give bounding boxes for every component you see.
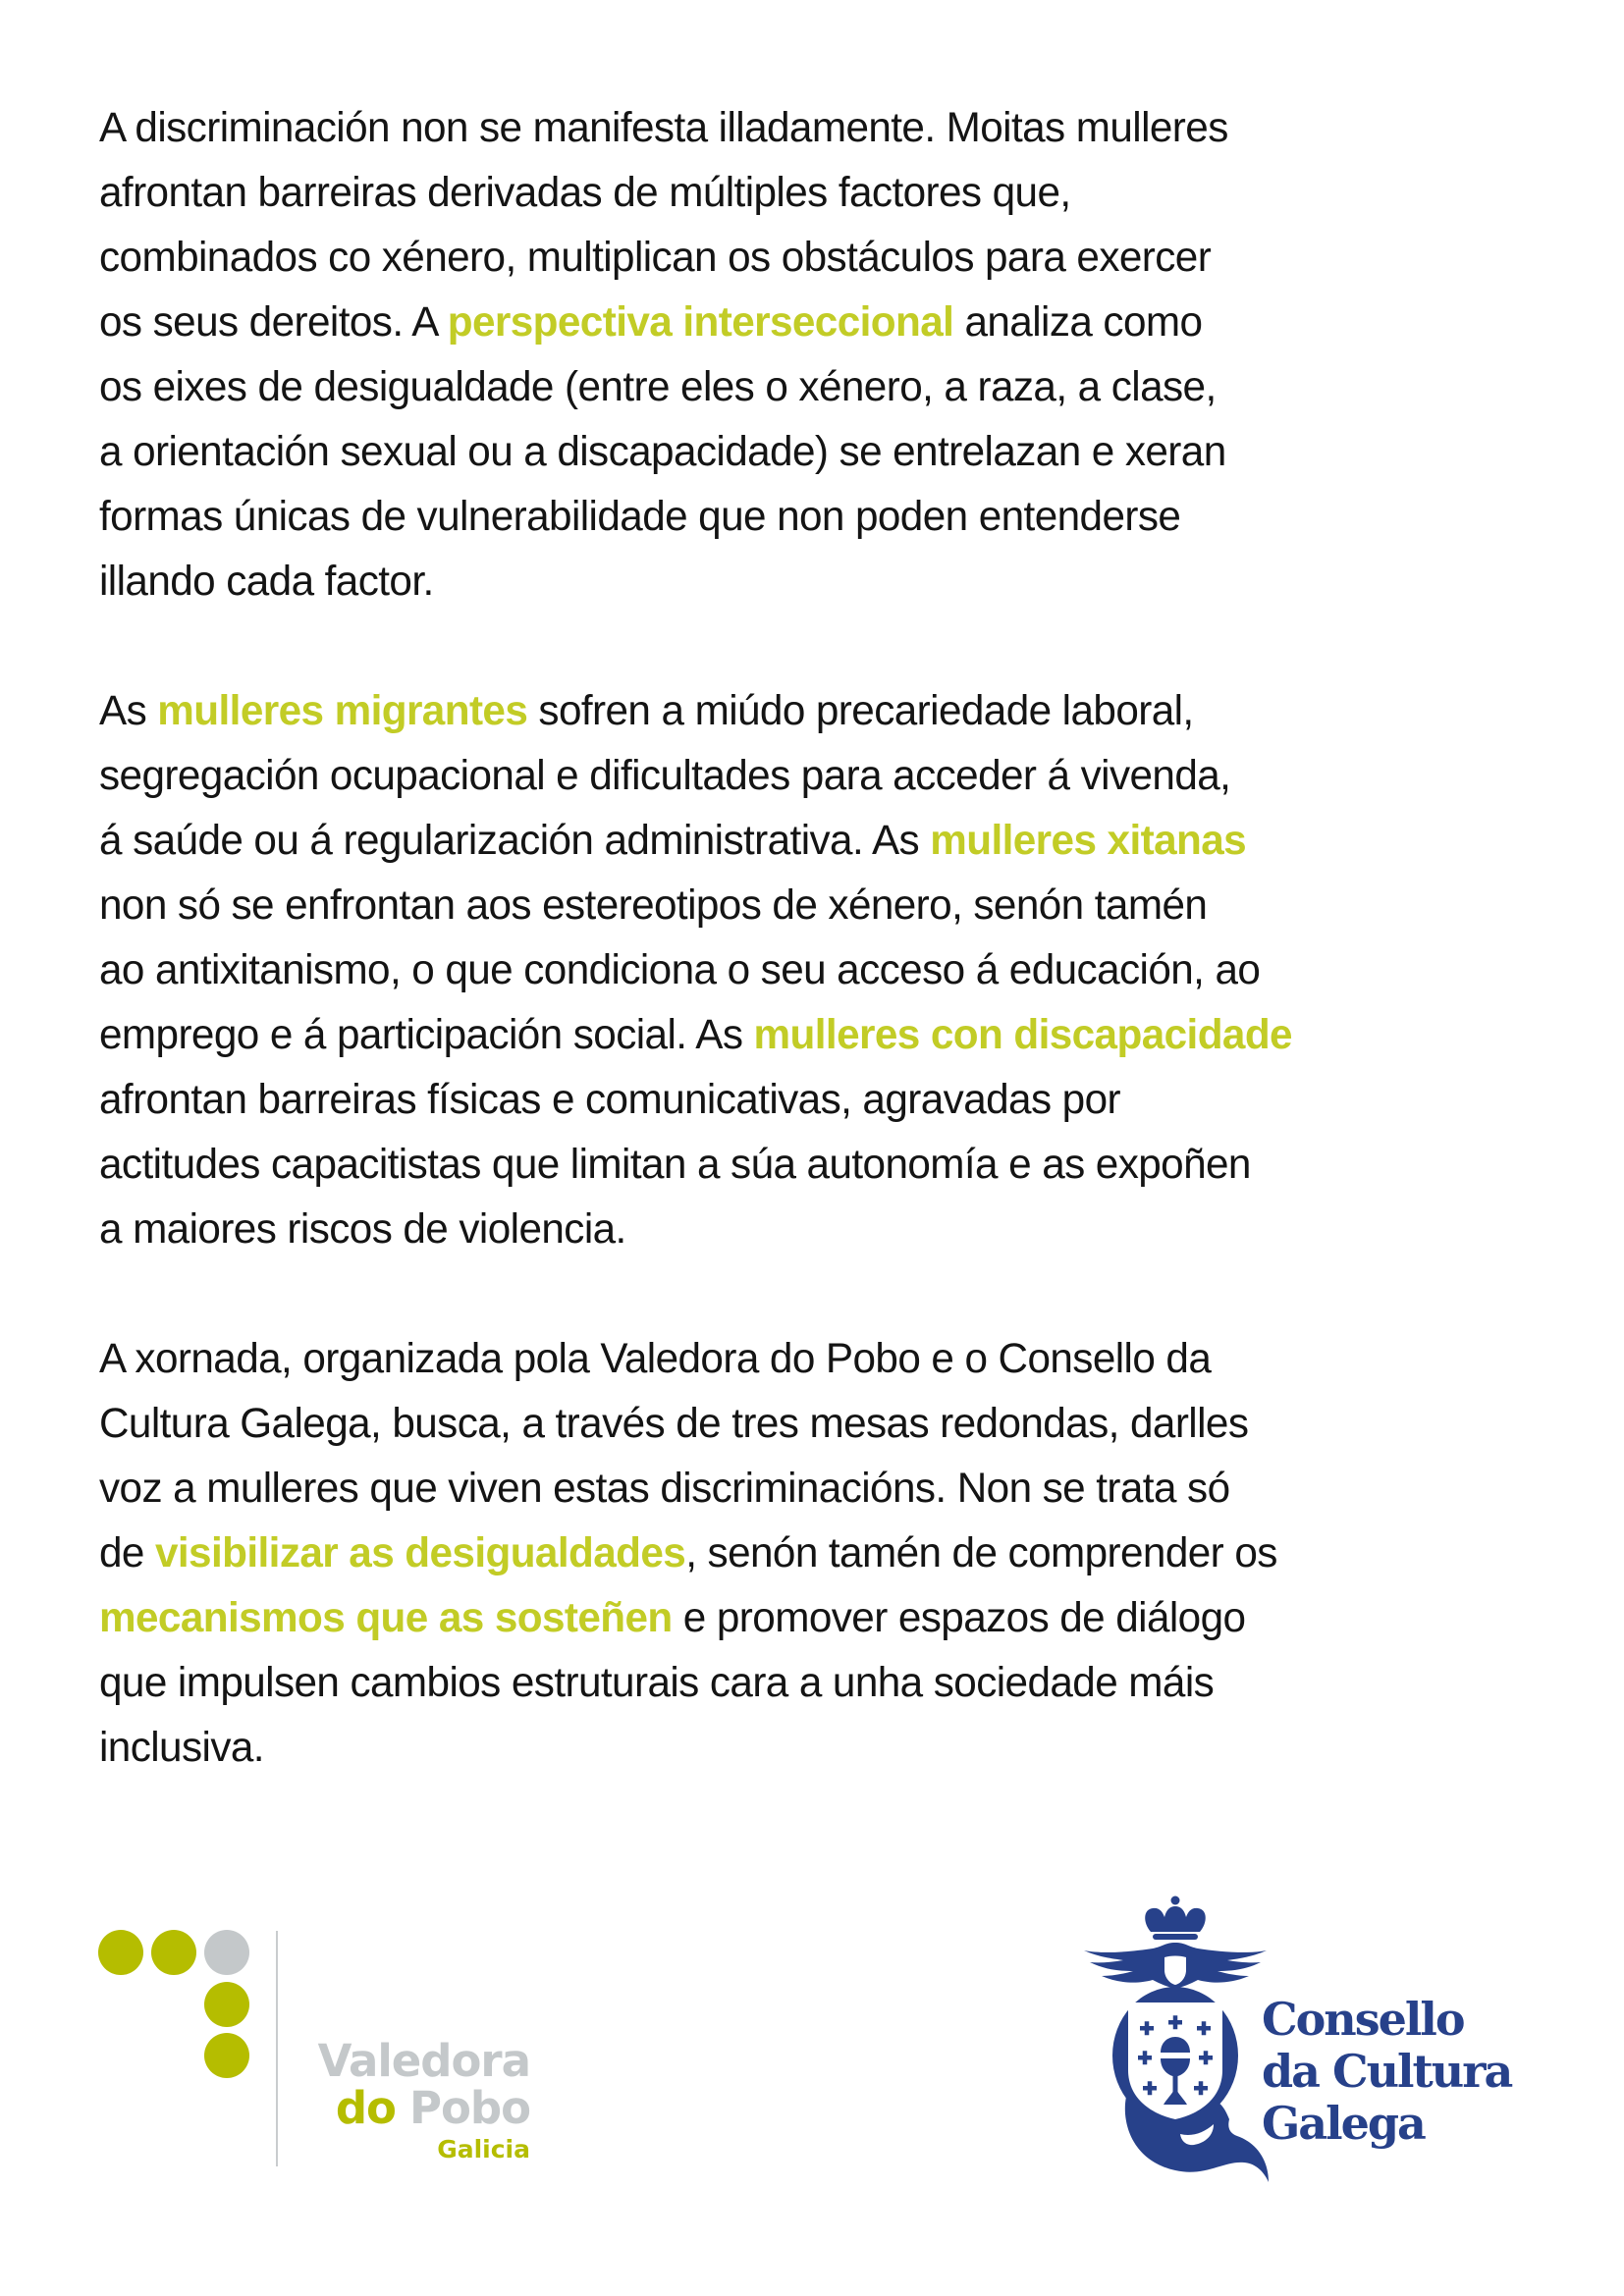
text-run: á saúde ou á regularización administrativa. As [99,817,931,864]
text-run: a orientación sexual ou a discapacidade) se entrelazan e xeran [99,428,1226,475]
paragraph-3 [99,1326,1533,1780]
ccg-logo-line-2: da Cultura [1262,2045,1512,2098]
text-run: que impulsen cambios estruturais cara a unha sociedade máis [99,1659,1215,1706]
ccg-logo-line-3: Galega [1262,2097,1425,2150]
highlighted-term: mulleres migrantes [157,687,528,734]
text-run: de [99,1529,155,1576]
text-run: a maiores riscos de violencia. [99,1205,626,1253]
text-line [99,1650,1508,1715]
paragraph-spacer [99,1261,1508,1326]
text-run: combinados co xénero, multiplican os obstáculos para exercer [99,234,1212,281]
text-run: emprego e á participación social. As [99,1011,754,1058]
text-line [99,354,1508,419]
logo-dot-icon [204,1930,249,1975]
text-line [99,419,1508,484]
highlighted-term: mulleres xitanas [930,817,1247,864]
text-run: A xornada, organizada pola Valedora do Pobo e o Consello da [99,1335,1212,1382]
valedora-logo-title: Valedora [317,2035,530,2087]
text-run: segregación ocupacional e dificultades para acceder á vivenda, [99,752,1231,799]
text-run: ao antixitanismo, o que condiciona o seu acceso á educación, ao [99,946,1261,993]
text-line [99,1391,1508,1456]
crown-icon [1145,1906,1206,1932]
text-run: inclusiva. [99,1724,264,1771]
text-line [99,1521,1508,1585]
ccg-logo-text [1262,1994,1511,2150]
text-line [99,225,1508,290]
text-line [99,484,1508,549]
text-line [99,1132,1508,1197]
text-run: illando cada factor. [99,558,434,605]
valedora-logo-pobo: Pobo [408,2082,530,2134]
text-run: A discriminación non se manifesta illadamente. Moitas mulleres [99,104,1228,151]
highlighted-term: mulleres con discapacidade [753,1011,1292,1058]
text-run: analiza como [953,298,1203,346]
logo-dot-icon [151,1930,196,1975]
text-line [99,1585,1508,1650]
ccg-logo-line-1: Consello [1262,1993,1464,2046]
text-run: afrontan barreiras físicas e comunicativas, agravadas por [99,1076,1120,1123]
text-run: os eixes de desigualdade (entre eles o xénero, a raza, a clase, [99,363,1217,410]
text-line [99,290,1508,354]
text-run: As [99,687,158,734]
highlighted-term: visibilizar as desigualdades [154,1529,686,1576]
text-line [99,1197,1508,1261]
text-run: e promover espazos de diálogo [672,1594,1246,1641]
text-run: non só se enfrontan aos estereotipos de xénero, senón tamén [99,881,1208,929]
text-line [99,1067,1508,1132]
text-line [99,1456,1508,1521]
valedora-logo-region: Galicia [437,2135,530,2163]
text-line [99,160,1508,225]
text-line [99,937,1508,1002]
valedora-logo-subtitle [275,2084,530,2133]
crown-orb [1171,1896,1180,1905]
highlighted-term: perspectiva interseccional [447,298,954,346]
text-run: os seus dereitos. A [99,298,448,346]
highlighted-term: mecanismos que as sosteñen [99,1594,673,1641]
text-line [99,678,1508,743]
paragraph-spacer [99,614,1508,678]
text-line [99,549,1508,614]
logo-dot-icon [204,2033,249,2078]
text-run: Cultura Galega, busca, a través de tres mesas redondas, darlles [99,1400,1249,1447]
paragraph-1 [99,95,1533,614]
logo-dot-icon [204,1982,249,2027]
galician-coat-of-arms-emblem-icon [1082,1896,1269,2186]
text-line [99,1326,1508,1391]
text-line [99,743,1508,808]
valedora-do-pobo-logo [98,1927,530,2172]
text-run: actitudes capacitistas que limitan a súa autonomía e as expoñen [99,1141,1251,1188]
logo-dot-icon [98,1930,143,1975]
text-line [99,1002,1508,1067]
text-run: voz a mulleres que viven estas discriminacións. Non se trata só [99,1465,1230,1512]
text-run: afrontan barreiras derivadas de múltiples factores que, [99,169,1071,216]
consello-da-cultura-galega-logo [1082,1896,1543,2190]
text-line [99,873,1508,937]
text-line [99,95,1508,160]
text-line [99,808,1508,873]
text-run: formas únicas de vulnerabilidade que non poden entenderse [99,493,1181,540]
valedora-logo-do: do [335,2082,396,2134]
text-line [99,1715,1508,1780]
text-run: sofren a miúdo precariedade laboral, [527,687,1194,734]
crown-band [1153,1934,1198,1940]
paragraph-2 [99,678,1533,1261]
body-text [99,95,1533,1780]
text-run: , senón tamén de comprender os [685,1529,1277,1576]
